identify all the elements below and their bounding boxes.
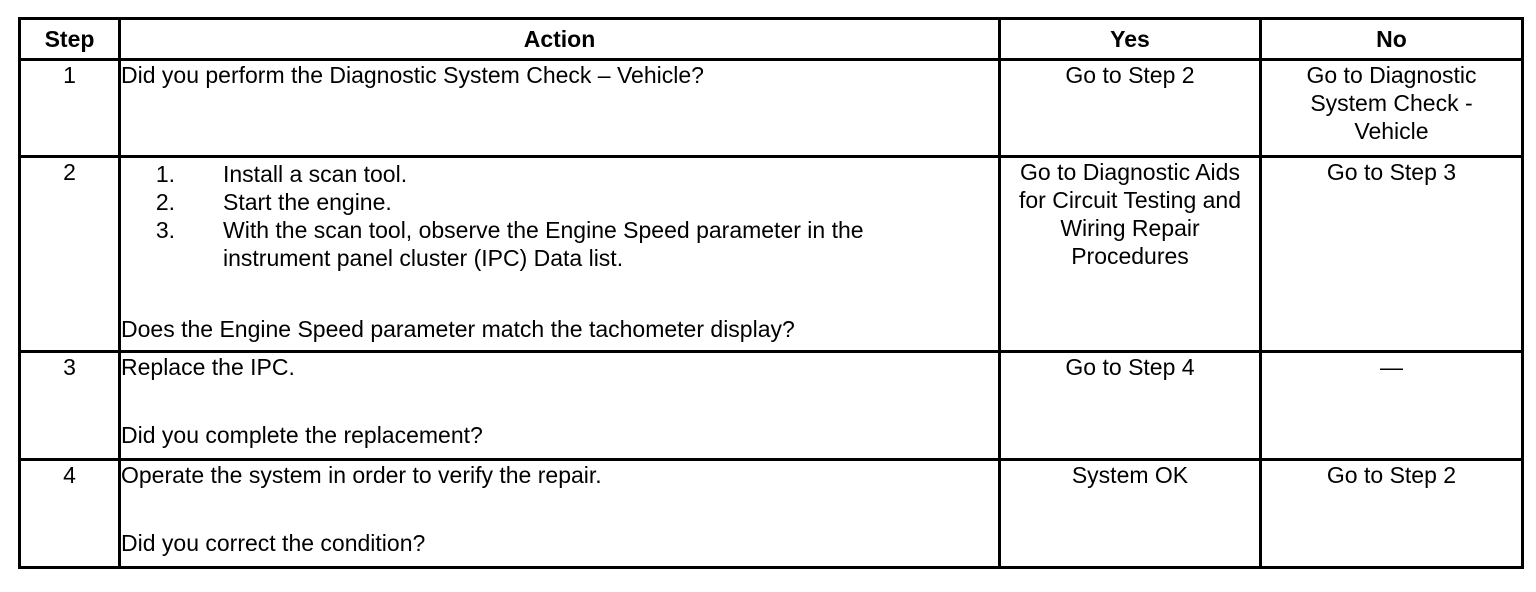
yes-cell: Go to Step 4	[1000, 352, 1261, 460]
table-row	[20, 60, 1523, 157]
step-number: 3	[20, 352, 120, 460]
action-cell	[120, 460, 1000, 568]
action-cell	[120, 60, 1000, 157]
action-cell	[120, 352, 1000, 460]
header-step: Step	[20, 19, 120, 60]
action-question: Did you correct the condition?	[121, 530, 426, 556]
list-item: 3. With the scan tool, observe the Engine Speed parameter in the instrument panel cluster (IPC) Data list.	[155, 217, 864, 271]
no-cell: Go to Step 2	[1261, 460, 1523, 568]
yes-cell: Go to Step 2	[1000, 60, 1261, 157]
list-item: 1. Install a scan tool.	[155, 161, 408, 187]
action-question: Did you perform the Diagnostic System Check – Vehicle?	[121, 62, 704, 88]
instruction-list	[121, 160, 998, 272]
list-item: 2. Start the engine.	[155, 189, 392, 215]
step-number: 4	[20, 460, 120, 568]
action-instruction: Operate the system in order to verify the repair.	[121, 462, 602, 488]
table-row	[20, 460, 1523, 568]
yes-cell: Go to Diagnostic Aids for Circuit Testing and Wiring Repair Procedures	[1000, 157, 1261, 352]
no-cell: Go to Diagnostic System Check - Vehicle	[1261, 60, 1523, 157]
table-row	[20, 352, 1523, 460]
action-cell	[120, 157, 1000, 352]
header-action: Action	[120, 19, 1000, 60]
header-yes: Yes	[1000, 19, 1261, 60]
no-cell: Go to Step 3	[1261, 157, 1523, 352]
header-row	[20, 19, 1523, 60]
action-instruction: Replace the IPC.	[121, 354, 295, 380]
step-number: 1	[20, 60, 120, 157]
no-cell: —	[1261, 352, 1523, 460]
step-number: 2	[20, 157, 120, 352]
yes-cell: System OK	[1000, 460, 1261, 568]
action-question: Did you complete the replacement?	[121, 422, 483, 448]
table-row	[20, 157, 1523, 352]
diagnostic-table	[18, 17, 1524, 569]
header-no: No	[1261, 19, 1523, 60]
action-question: Does the Engine Speed parameter match the tachometer display?	[121, 316, 795, 342]
